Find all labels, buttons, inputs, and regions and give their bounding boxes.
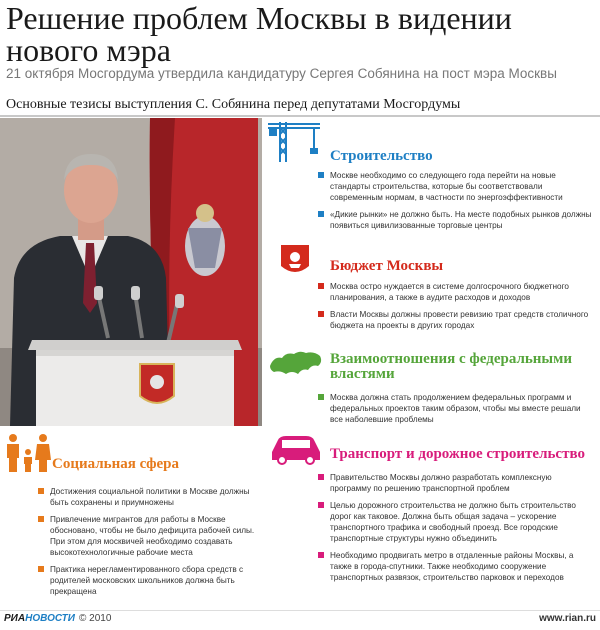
section-title-social: Социальная сфера [52, 456, 179, 472]
list-item: Практика нерегламентированного сбора средств с родителей московских школьников должна быть прекращена [36, 564, 262, 597]
list-item: Необходимо продвигать метро в отдаленные районы Москвы, а также в города-спутники. Также необходимо сооружение транспортных развязок, строительство парковок и переходов [316, 550, 594, 583]
brand-novosti: НОВОСТИ [25, 613, 75, 624]
list-item: Москва остро нуждается в системе долгосрочного бюджетного планирования, а также в аудите расходов и доходов [316, 281, 594, 303]
budget-list [316, 281, 594, 337]
section-title-federal: Взаимоотношения с федеральными властями [330, 351, 573, 382]
federal-list [316, 392, 594, 431]
family-icon [4, 432, 52, 478]
construction-list [316, 170, 594, 237]
list-item: Москве необходимо со следующего года перейти на новые стандарты строительства, которые бы соответствовали современным нормам, в частности по энергоэффективности [316, 170, 594, 203]
site-link[interactable]: www.rian.ru [539, 613, 596, 624]
russia-map-icon [268, 348, 324, 382]
moscow-coat-of-arms-icon [280, 244, 310, 282]
brand-logo [4, 613, 111, 624]
list-item: Привлечение мигрантов для работы в Москве обосновано, чтобы не было дефицита рабочей силы. При этом для москвичей необходимо создавать высокотехнологичные рабочие места [36, 514, 262, 558]
list-item: Москва должна стать продолжением федеральных программ и федеральных проектов таким образом, чтобы мы вместе решали все наболевшие проблемы [316, 392, 594, 425]
list-item: Целью дорожного строительства не должно быть строительство дорог как таковое. Должна быть общая задача – ускорение транспортного трафика и свободный проезд. Все городские транспортные структуры нужно объединить [316, 500, 594, 544]
list-item: «Дикие рынки» не должно быть. На месте подобных рынков должны появиться цивилизованные торговые центры [316, 209, 594, 231]
car-icon [268, 432, 324, 470]
header-divider [0, 115, 600, 117]
transport-list [316, 472, 594, 589]
social-list [36, 486, 262, 603]
footer-divider [0, 610, 600, 611]
section-title-budget: Бюджет Москвы [330, 258, 444, 274]
page-title: Решение проблем Москвы в видении нового мэра [6, 0, 512, 68]
brand-ria: РИА [4, 613, 26, 624]
section-title-construction: Строительство [330, 148, 433, 164]
list-item: Достижения социальной политики в Москве должны быть сохранены и приумножены [36, 486, 262, 508]
construction-crane-icon [266, 118, 322, 168]
thesis-heading: Основные тезисы выступления С. Собянина перед депутатами Мосгордумы [6, 97, 461, 112]
list-item: Власти Москвы должны провести ревизию трат средств столичного бюджета на проекты в других городах [316, 309, 594, 331]
list-item: Правительство Москвы должно разработать комплексную программу по решению транспортной проблем [316, 472, 594, 494]
speaker-photo [0, 118, 262, 426]
page-subtitle: 21 октября Мосгордума утвердила кандидатуру Сергея Собянина на пост мэра Москвы [6, 66, 557, 81]
copyright: © 2010 [79, 613, 112, 624]
section-title-transport: Транспорт и дорожное строительство [330, 446, 585, 462]
